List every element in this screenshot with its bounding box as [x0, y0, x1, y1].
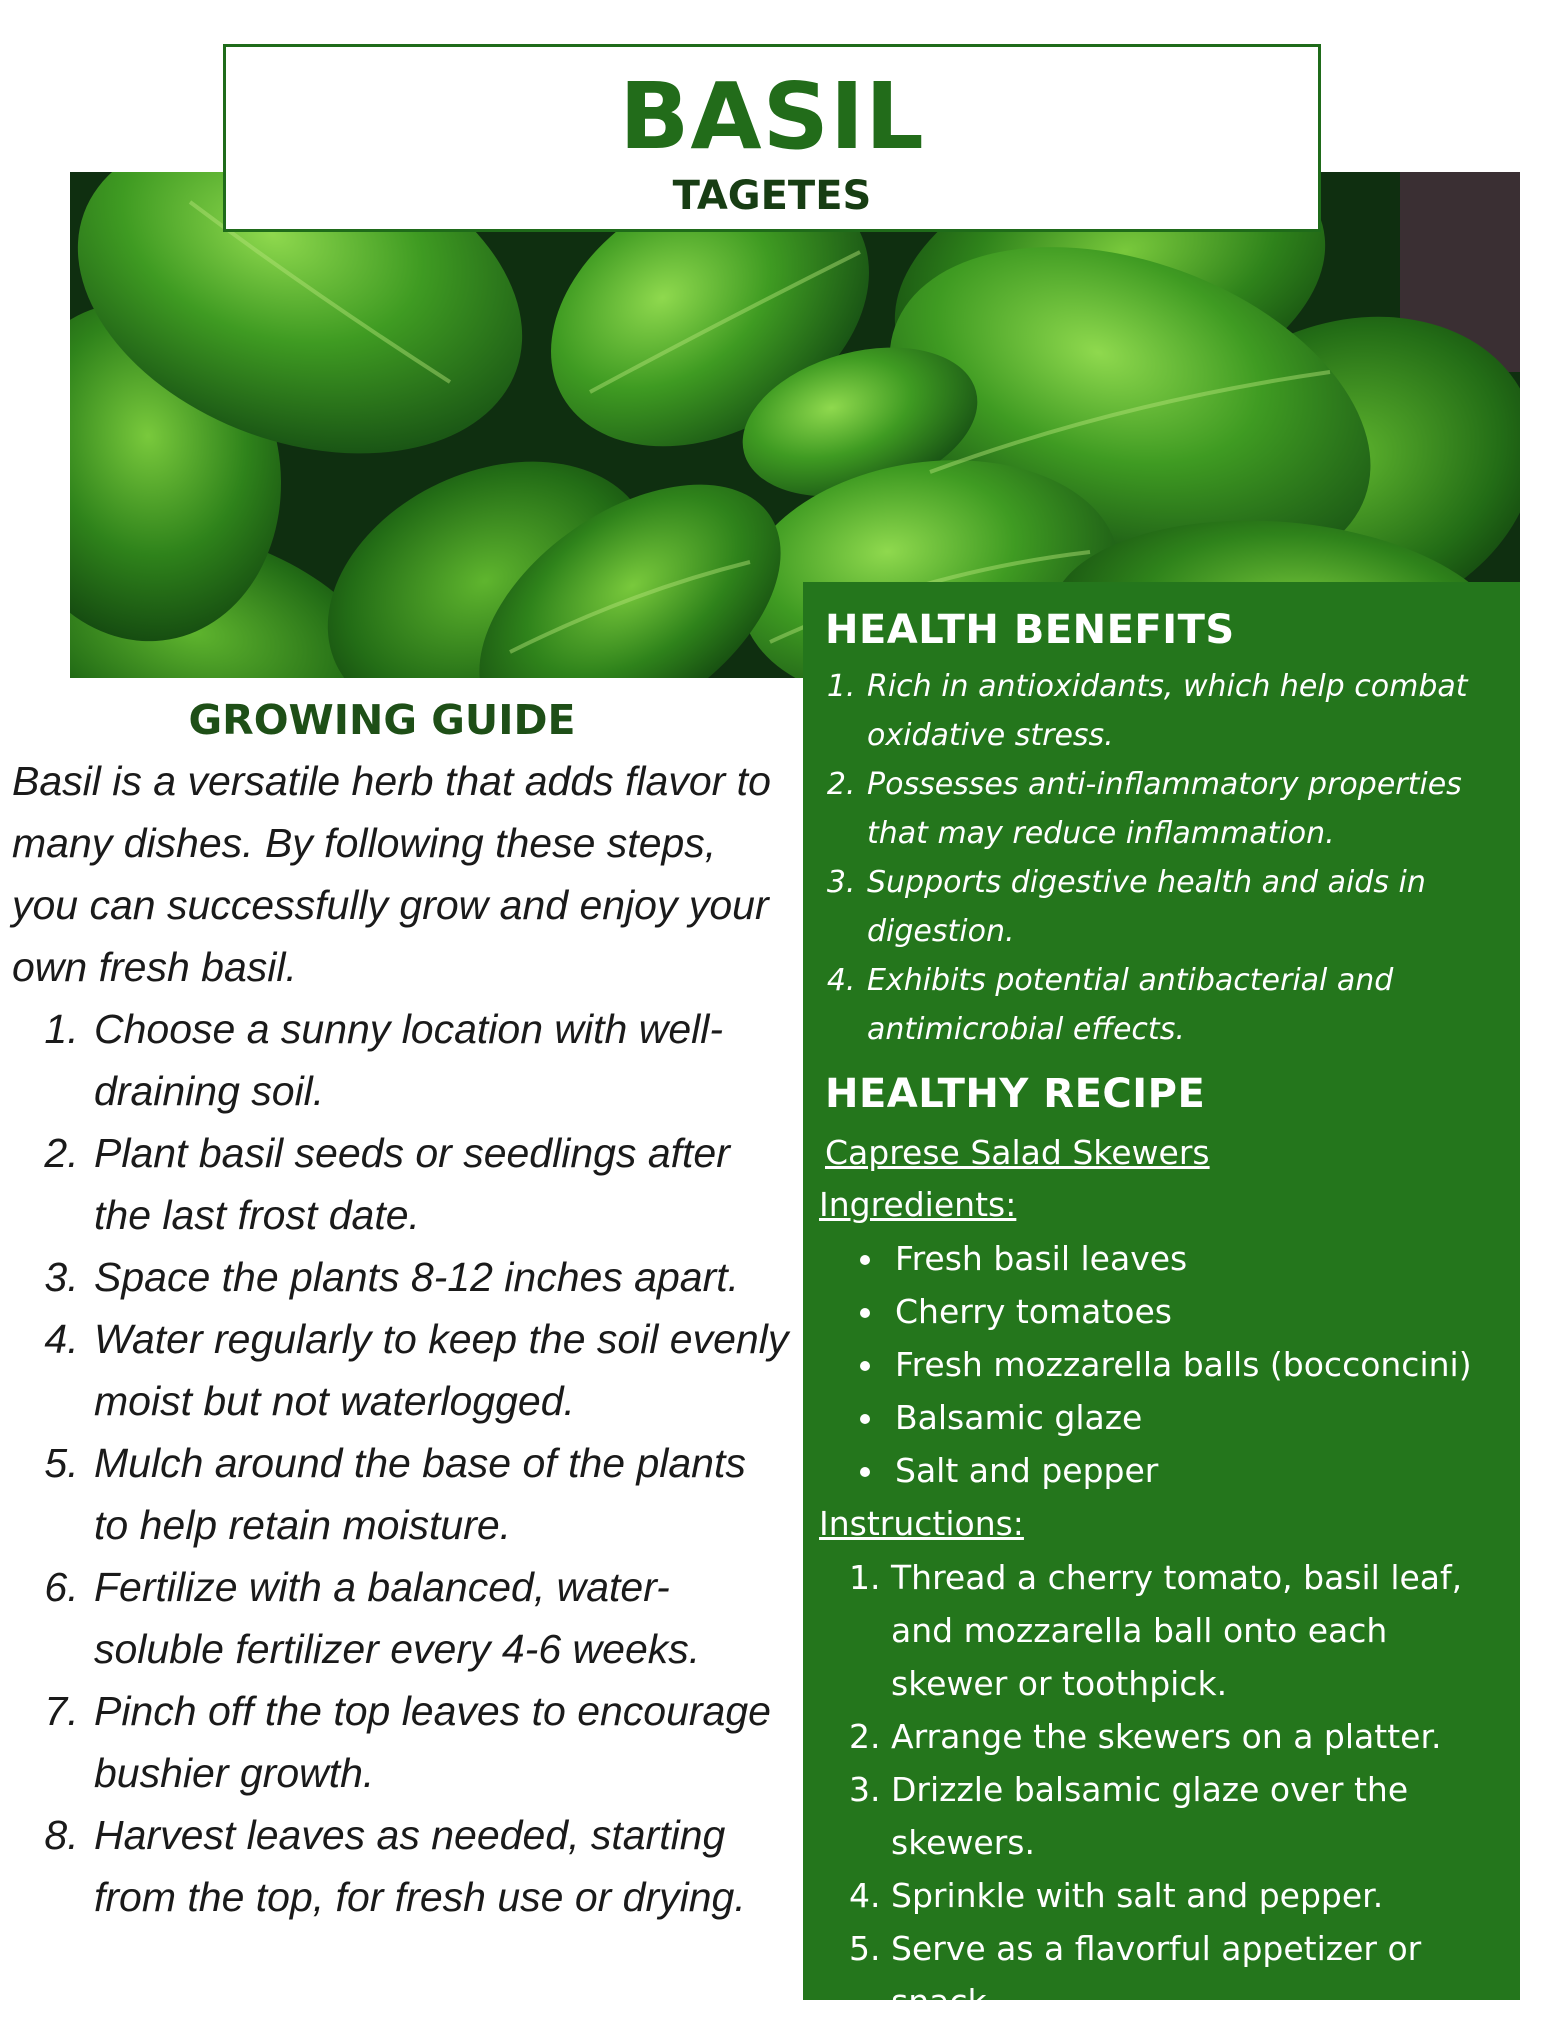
ingredient-item: • Cherry tomatoes: [887, 1285, 1510, 1338]
ingredient-item: • Fresh basil leaves: [887, 1232, 1510, 1285]
healthy-recipe-heading: HEALTHY RECIPE: [825, 1071, 1206, 1117]
title-box: [223, 44, 1321, 232]
benefit-item: 1. Rich in antioxidants, which help combat oxidative stress.: [865, 662, 1510, 760]
instructions-label: Instructions:: [819, 1504, 1024, 1543]
growing-step: 2. Plant basil seeds or seedlings after the last frost date.: [90, 1122, 790, 1246]
instruction-item: 2. Arrange the skewers on a platter.: [891, 1710, 1510, 1763]
growing-step: 8. Harvest leaves as needed, starting from the top, for fresh use or drying.: [90, 1804, 790, 1928]
growing-guide-heading: GROWING GUIDE: [188, 696, 576, 744]
benefits-recipe-panel: [803, 582, 1520, 2021]
growing-step: 6. Fertilize with a balanced, water-soluble fertilizer every 4-6 weeks.: [90, 1556, 790, 1680]
growing-step: 3. Space the plants 8-12 inches apart.: [90, 1246, 790, 1308]
recipe-name: Caprese Salad Skewers: [825, 1133, 1210, 1172]
ingredient-item: • Balsamic glaze: [887, 1391, 1510, 1444]
ingredients-list: [825, 1232, 1510, 1497]
benefit-item: 4. Exhibits potential antibacterial and antimicrobial effects.: [865, 956, 1510, 1054]
instruction-item: 1. Thread a cherry tomato, basil leaf, and mozzarella ball onto each skewer or toothpick.: [891, 1551, 1510, 1710]
growing-step: 1. Choose a sunny location with well-draining soil.: [90, 998, 790, 1122]
growing-step: 7. Pinch off the top leaves to encourage bushier growth.: [90, 1680, 790, 1804]
growing-step: 4. Water regularly to keep the soil evenly moist but not waterlogged.: [90, 1308, 790, 1432]
growing-guide-section: [12, 692, 790, 1928]
instructions-list: [825, 1551, 1510, 2028]
page-subtitle: TAGETES: [672, 173, 872, 219]
instruction-item: 4. Sprinkle with salt and pepper.: [891, 1869, 1510, 1922]
growing-steps-list: [12, 998, 790, 1928]
growing-guide-intro: Basil is a versatile herb that adds flavor to many dishes. By following these steps, you can successfully grow and enjoy your own fresh basil.: [12, 758, 771, 990]
instruction-item: 5. Serve as a flavorful appetizer or snack.: [891, 1922, 1510, 2028]
ingredient-item: • Salt and pepper: [887, 1444, 1510, 1497]
growing-step: 5. Mulch around the base of the plants to help retain moisture.: [90, 1432, 790, 1556]
ingredients-label: Ingredients:: [819, 1185, 1017, 1224]
instruction-item: 3. Drizzle balsamic glaze over the skewers.: [891, 1763, 1510, 1869]
ingredient-item: • Fresh mozzarella balls (bocconcini): [887, 1338, 1510, 1391]
health-benefits-list: [825, 662, 1510, 1054]
page-title: BASIL: [619, 63, 925, 170]
benefit-item: 2. Possesses anti-inflammatory properties that may reduce inflammation.: [865, 760, 1510, 858]
benefit-item: 3. Supports digestive health and aids in digestion.: [865, 858, 1510, 956]
health-benefits-heading: HEALTH BENEFITS: [825, 607, 1235, 653]
